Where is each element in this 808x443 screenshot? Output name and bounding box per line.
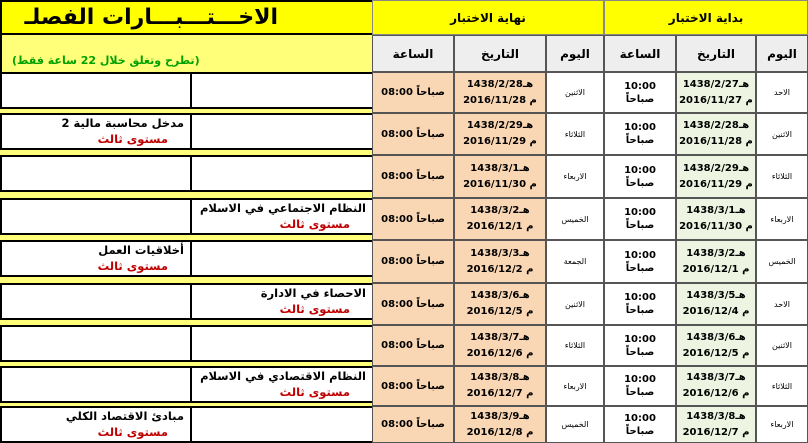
start-time-cell: 10:00 صباحاً [604,240,676,283]
start-day-cell: الاحد [756,72,808,113]
start-time-cell: 10:00 صباحاً [604,198,676,240]
end-time-cell: 08:00 صباحاً [372,240,454,283]
course-cell [2,200,192,233]
end-date-cell: 1438/3/6هـ 2016/12/5 م [454,283,546,325]
course-cell [2,157,192,190]
end-date-cell: 1438/2/28هـ 2016/11/28 م [454,72,546,113]
end-time-cell: 08:00 صباحاً [372,113,454,155]
end-day-cell: الثلاثاء [546,113,604,155]
course-cell: الاحصاء في الادارة مستوى ثالث [260,286,366,316]
end-day-cell: الثلاثاء [546,325,604,366]
end-day-cell: الجمعة [546,240,604,283]
course-cell [192,408,372,441]
course-cell [192,327,372,360]
start-day-cell: الاربعاء [756,406,808,443]
course-row [0,198,374,235]
start-date-header: التاريخ [676,35,756,72]
start-date-cell: 1438/3/6هـ 2016/12/5 م [676,325,756,366]
course-cell [2,74,192,107]
end-date-header: التاريخ [454,35,546,72]
panel-title: الاخـــتـــبـــارات الفصلـ [0,0,374,35]
end-date-cell: 1438/3/2هـ 2016/12/1 م [454,198,546,240]
end-day-cell: الاثنين [546,283,604,325]
start-day-cell: الثلاثاء [756,366,808,406]
start-time-cell: 10:00 صباحاً [604,325,676,366]
exam-schedule-table [372,0,808,443]
start-day-cell: الخميس [756,240,808,283]
course-row [0,240,374,277]
course-cell [192,157,372,190]
end-date-cell: 1438/3/1هـ 2016/11/30 م [454,155,546,198]
course-cell: أخلاقيات العمل مستوى ثالث [2,242,192,275]
course-cell [192,74,372,107]
start-date-cell: 1438/2/29هـ 2016/11/29 م [676,155,756,198]
course-cell [2,327,192,360]
course-cell: مبادئ الاقتصاد الكلي مستوى ثالث [2,408,192,441]
start-day-cell: الثلاثاء [756,155,808,198]
end-time-cell: 08:00 صباحاً [372,72,454,113]
course-row [0,366,374,403]
course-cell [192,242,372,275]
end-day-cell: الخميس [546,198,604,240]
course-row [0,155,374,192]
end-day-header: اليوم [546,35,604,72]
start-date-cell: 1438/2/28هـ 2016/11/28 م [676,113,756,155]
start-day-cell: الاربعاء [756,198,808,240]
start-date-cell: 1438/3/8هـ 2016/12/7 م [676,406,756,443]
end-time-cell: 08:00 صباحاً [372,325,454,366]
start-date-cell: 1438/3/2هـ 2016/12/1 م [676,240,756,283]
start-date-cell: 1438/3/1هـ 2016/11/30 م [676,198,756,240]
start-day-header: اليوم [756,35,808,72]
start-time-cell: 10:00 صباحاً [604,155,676,198]
end-date-cell: 1438/3/7هـ 2016/12/6 م [454,325,546,366]
end-date-cell: 1438/3/3هـ 2016/12/2 م [454,240,546,283]
end-date-cell: 1438/3/9هـ 2016/12/8 م [454,406,546,443]
start-time-cell: 10:00 صباحاً [604,283,676,325]
start-time-cell: 10:00 صباحاً [604,72,676,113]
start-date-cell: 1438/3/7هـ 2016/12/6 م [676,366,756,406]
start-time-cell: 10:00 صباحاً [604,366,676,406]
course-cell: النظام الاجتماعي في الاسلام مستوى ثالث [199,201,366,231]
start-date-cell: 1438/2/27هـ 2016/11/27 م [676,72,756,113]
start-day-cell: الاحد [756,283,808,325]
course-row [0,283,374,320]
course-row [0,72,374,109]
start-time-header: الساعة [604,35,676,72]
end-time-cell: 08:00 صباحاً [372,366,454,406]
start-date-cell: 1438/3/5هـ 2016/12/4 م [676,283,756,325]
start-day-cell: الاثنين [756,325,808,366]
course-row [0,113,374,150]
end-time-cell: 08:00 صباحاً [372,198,454,240]
end-day-cell: الخميس [546,406,604,443]
course-cell: النظام الاقتصادي في الاسلام مستوى ثالث [200,369,366,399]
course-cell [192,115,372,148]
end-time-header: الساعة [372,35,454,72]
end-time-cell: 08:00 صباحاً [372,155,454,198]
end-day-cell: الاثنين [546,72,604,113]
course-row [0,406,374,443]
end-time-cell: 08:00 صباحاً [372,406,454,443]
start-time-cell: 10:00 صباحاً [604,113,676,155]
start-group-header: بداية الاختبار [604,0,808,35]
end-day-cell: الاربعاء [546,155,604,198]
end-date-cell: 1438/2/29هـ 2016/11/29 م [454,113,546,155]
start-day-cell: الاثنين [756,113,808,155]
course-row [0,325,374,362]
end-time-cell: 08:00 صباحاً [372,283,454,325]
end-day-cell: الاربعاء [546,366,604,406]
panel-note: (تطرح وتغلق خلال 22 ساعة فقط) [0,35,374,72]
courses-panel [0,0,374,443]
start-time-cell: 10:00 صباحاً [604,406,676,443]
end-date-cell: 1438/3/8هـ 2016/12/7 م [454,366,546,406]
course-cell [2,285,192,318]
course-cell: مدخل محاسبة مالية 2 مستوى ثالث [2,115,192,148]
course-cell [2,368,192,401]
end-group-header: نهاية الاختبار [372,0,604,35]
